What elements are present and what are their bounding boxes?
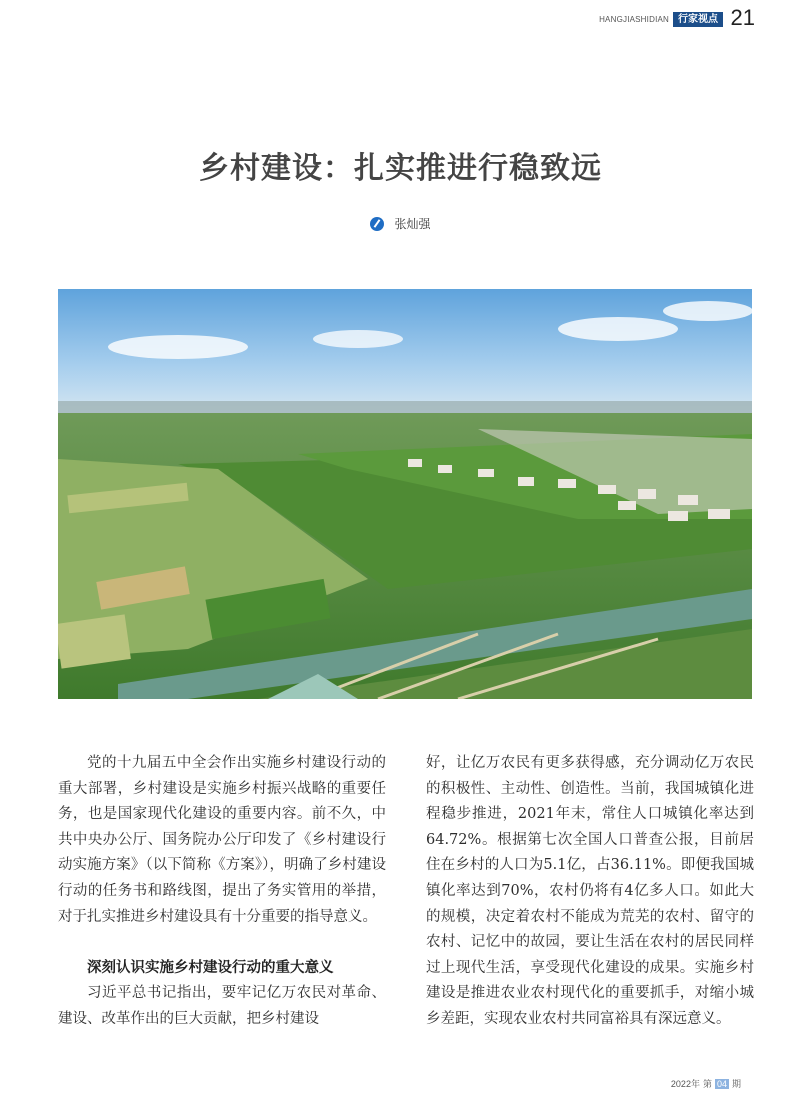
paragraph-3: 好，让亿万农民有更多获得感，充分调动亿万农民的积极性、主动性、创造性。当前，我国城镇化进程稳步推进，2021年末，常住人口城镇化率达到64.72%。根据第七次全国人口普查公报，目前居住在乡村的人口为5.1亿，占36.11%。即便我国城镇化率达到70%，农村仍将有4亿多人口。如此大的规模，决定着农村不能成为荒芜的农村、留守的农村、记忆中的故园，要让生活在农村的居民同样过上现代生活，享受现代化建设的成果。实施乡村建设是推进农业农村现代化的重要抓手，对缩小城乡差距，实现农业农村共同富裕具有深远意义。	[426, 755, 754, 1027]
header-pinyin: HANGJIASHIDIAN	[599, 14, 669, 24]
pen-icon	[370, 217, 384, 231]
farmland-illustration	[58, 289, 752, 699]
landscape-photo	[58, 289, 752, 699]
issue-number: 04	[716, 1078, 727, 1089]
article-title: 乡村建设：扎实推进行稳致远	[199, 151, 602, 186]
issue-footer	[671, 1077, 741, 1090]
footer-suffix: 期	[731, 1079, 741, 1089]
footer-prefix: 第	[702, 1079, 712, 1089]
page-number: 21	[730, 5, 755, 30]
running-header	[599, 8, 723, 30]
body-column-left	[58, 751, 386, 1033]
section-badge: 行家视点	[673, 12, 723, 27]
paragraph-2: 习近平总书记指出，要牢记亿万农民对革命、建设、改革作出的巨大贡献，把乡村建设	[58, 985, 386, 1027]
author-line	[0, 215, 801, 232]
body-column-right	[426, 751, 754, 1033]
section-subheading: 深刻认识实施乡村建设行动的重大意义	[87, 959, 334, 976]
paragraph-1: 党的十九届五中全会作出实施乡村建设行动的重大部署，乡村建设是实施乡村振兴战略的重要任务，也是国家现代化建设的重要内容。前不久，中共中央办公厅、国务院办公厅印发了《乡村建设行动实施方案》（以下简称《方案》），明确了乡村建设行动的任务书和路线图，提出了务实管用的举措，对于扎实推进乡村建设具有十分重要的指导意义。	[58, 755, 386, 925]
author-name: 张灿强	[394, 217, 431, 231]
footer-year: 2022年	[670, 1079, 700, 1089]
